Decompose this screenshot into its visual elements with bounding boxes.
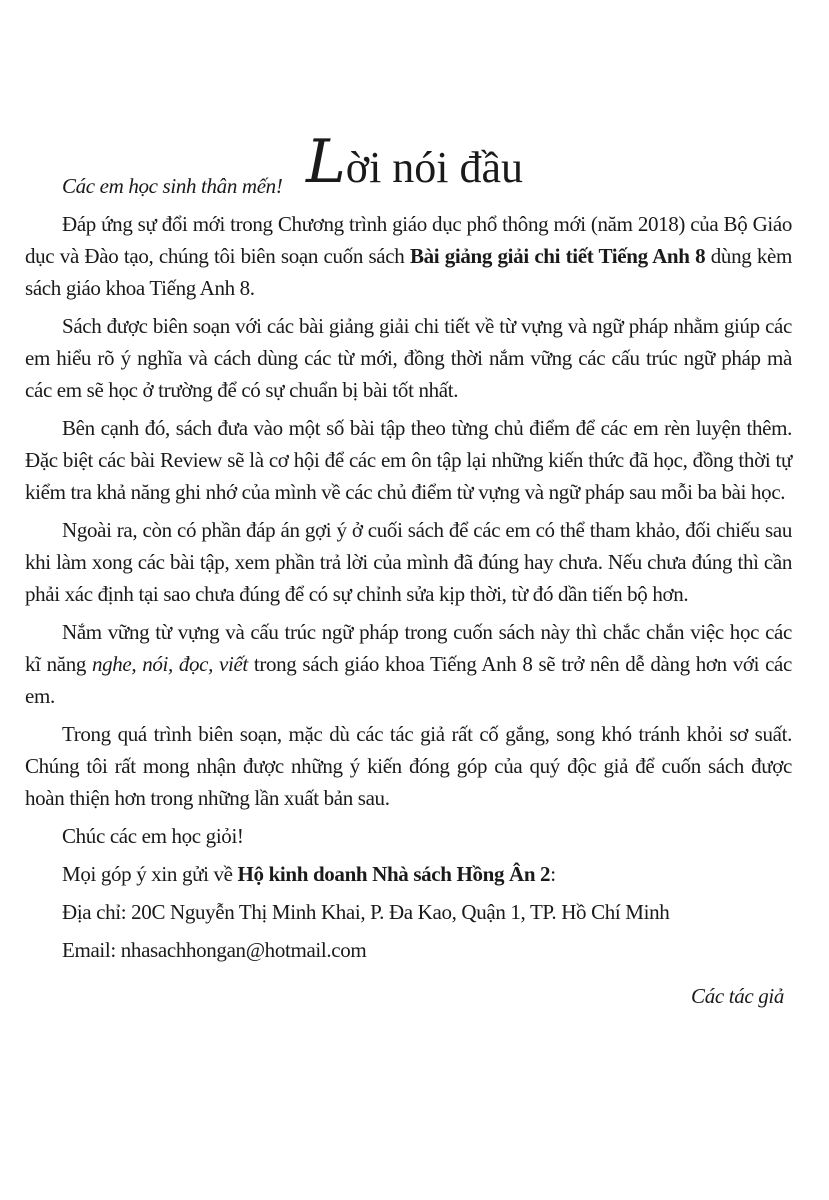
bold-text: Bài giảng giải chi tiết Tiếng Anh 8 (409, 244, 706, 268)
text-segment: Sách được biên soạn với các bài giảng giải chi tiết về từ vựng và ngữ pháp nhằm giúp các em hiểu rõ ý nghĩa và cách dùng các từ mới, đồng thời nắm vững các cấu trúc ngữ pháp mà các em sẽ học ở trường để có sự chuẩn bị bài tốt nhất. (25, 314, 792, 402)
signature: Các tác giả (691, 984, 784, 1008)
paragraph (25, 820, 792, 852)
italic-text: nghe, nói, đọc, viết (91, 652, 248, 676)
text-segment: trong sách giáo khoa Tiếng Anh 8 sẽ trở nên dễ dàng hơn với các em. (25, 652, 792, 708)
paragraph (25, 934, 792, 966)
paragraph (25, 858, 792, 890)
text-segment: Đáp ứng sự đổi mới trong Chương trình giáo dục phổ thông mới (năm 2018) của Bộ Giáo dục và Đào tạo, chúng tôi biên soạn cuốn sách (25, 212, 792, 268)
title-initial: L (305, 127, 346, 197)
paragraph (25, 412, 792, 508)
text-segment: : (550, 862, 556, 886)
title-rest: ời nói đầu (345, 143, 524, 192)
bold-text: Hộ kinh doanh Nhà sách Hồng Ân 2 (237, 862, 551, 886)
text-segment: Bên cạnh đó, sách đưa vào một số bài tập theo từng chủ điểm để các em rèn luyện thêm. Đặc biệt các bài Review sẽ là cơ hội để các em ôn tập lại những kiến thức đã học, đồng thời tự kiểm tra khả năng ghi nhớ của mình về các chủ điểm từ vựng và ngữ pháp sau mỗi ba bài học. (25, 416, 792, 504)
paragraph (25, 718, 792, 814)
text-segment: Chúc các em học giỏi! (62, 824, 244, 848)
paragraph (25, 896, 792, 928)
paragraph (25, 616, 792, 712)
text-segment: Mọi góp ý xin gửi về (62, 862, 238, 886)
text-segment: Nắm vững từ vựng và cấu trúc ngữ pháp trong cuốn sách này thì chắc chắn việc học các kĩ năng (25, 620, 792, 676)
preface-body (25, 170, 792, 1033)
text-segment: Email: nhasachhongan@hotmail.com (62, 938, 367, 962)
paragraph (25, 208, 792, 304)
text-segment: Trong quá trình biên soạn, mặc dù các tác giả rất cố gắng, song khó tránh khỏi sơ suất. Chúng tôi rất mong nhận được những ý kiến đóng góp của quý độc giả để cuốn sách được hoàn thiện hơn trong những lần xuất bản sau. (25, 722, 792, 810)
text-segment: dùng kèm sách giáo khoa Tiếng Anh 8. (25, 244, 792, 300)
paragraph (25, 514, 792, 610)
paragraphs (25, 208, 792, 966)
text-segment: Ngoài ra, còn có phần đáp án gợi ý ở cuối sách để các em có thể tham khảo, đối chiếu sau khi làm xong các bài tập, xem phần trả lời của mình đã đúng hay chưa. Nếu chưa đúng thì cần phải xác định tại sao chưa đúng để có sự chỉnh sửa kịp thời, từ đó dần tiến bộ hơn. (25, 518, 792, 606)
text-segment: Địa chỉ: 20C Nguyễn Thị Minh Khai, P. Đa Kao, Quận 1, TP. Hồ Chí Minh (62, 900, 670, 924)
paragraph (25, 310, 792, 406)
greeting: Các em học sinh thân mến! (62, 174, 283, 198)
